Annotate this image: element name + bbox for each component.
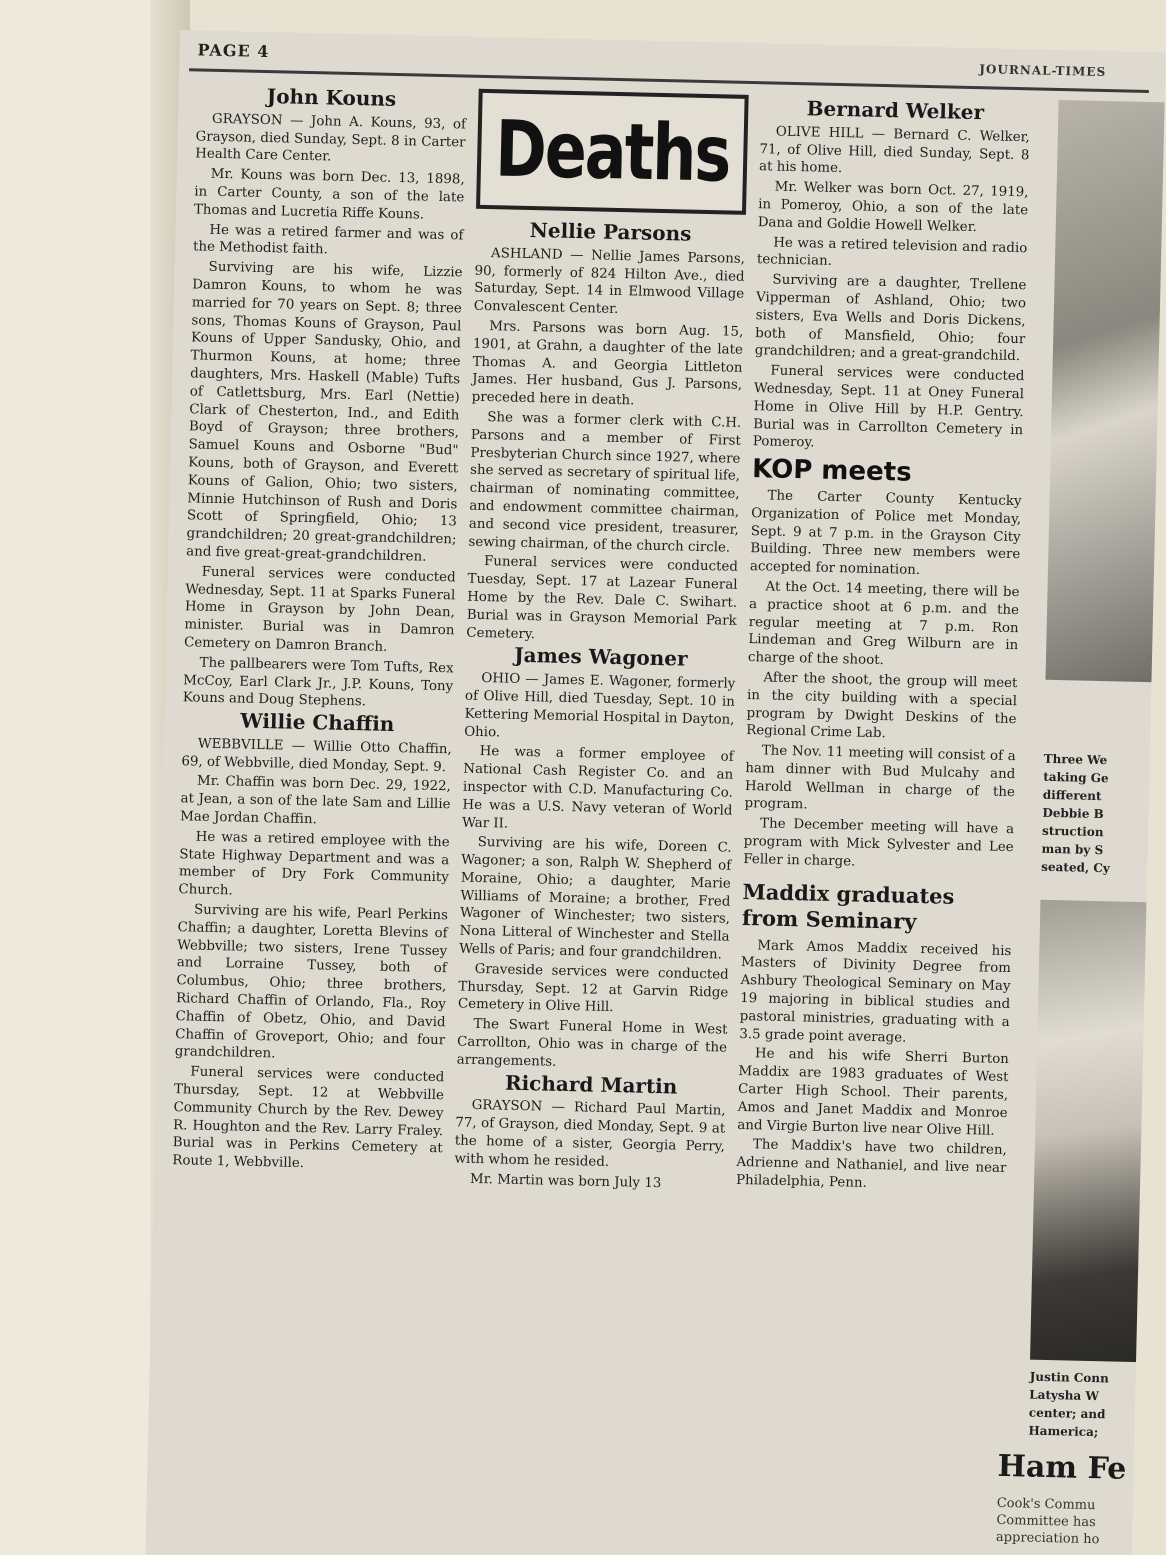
headline-ham-fe: Ham Fe — [997, 1448, 1127, 1487]
headline-richard-martin: Richard Martin — [504, 1070, 678, 1099]
obit-paragraph: Mr. Welker was born Oct. 27, 1919, in Pomeroy, Ohio, a son of the late Dana and Goldie Howell Welker. — [757, 179, 1029, 235]
caption-line: Justin Conn — [1029, 1369, 1109, 1386]
headline-john-kouns: John Kouns — [266, 83, 397, 111]
article-paragraph-ham: Cook's Commu Committee has appreciation ho — [995, 1495, 1100, 1548]
column-2 — [454, 89, 749, 1196]
caption-line: Hamerica; — [1028, 1423, 1099, 1440]
obit-paragraph: Graveside services were conducted Thursday, Sept. 12 at Garvin Ridge Cemetery in Olive Hill. — [457, 961, 729, 1016]
photo-boy — [1030, 900, 1160, 1363]
column-1 — [172, 82, 467, 1178]
article-paragraph: The Maddix's have two children, Adrienne and Nathaniel, and live near Philadelphia, Penn. — [735, 1137, 1007, 1191]
photo-caption-1 — [1041, 750, 1164, 879]
article-paragraph: He and his wife Sherri Burton Maddix are 1983 graduates of West Carter High School. Their parents, Amos and Janet Maddix and Monroe and Virgie Burton live near Olive Hill. — [737, 1046, 1010, 1139]
obit-paragraph: GRAYSON — Richard Paul Martin, 77, of Grayson, died Monday, Sept. 9 at the home of a sister, Georgia Perry, with whom he resided. — [454, 1098, 726, 1170]
deaths-section-title: Deaths — [494, 103, 731, 200]
obit-paragraph: He was a former employee of National Cash Register Co. and an inspector with C.D. Manufacturing Co. He was a U.S. Navy veteran of World War II. — [461, 744, 734, 832]
obit-paragraph: Mr. Chaffin was born Dec. 29, 1922, at Jean, a son of the late Sam and Lillie Mae Jordan Chaffin. — [179, 774, 452, 828]
obit-paragraph: He was a retired television and radio technician. — [756, 235, 1028, 270]
obit-paragraph: The Swart Funeral Home in West Carrollton, Ohio was in charge of the arrangements. — [456, 1017, 728, 1070]
obit-paragraph: Surviving are a daughter, Trellene Vipperman of Ashland, Ohio; two sisters, Eva Wells and Doris Dickens, both of Mansfield, Ohio; four grandchildren; and a great-grandchild. — [754, 272, 1027, 365]
caption-line: Three We — [1043, 751, 1108, 768]
caption-line: Debbie B — [1042, 805, 1104, 822]
photo-top-right — [1045, 100, 1165, 683]
headline-nellie-parsons: Nellie Parsons — [529, 217, 692, 246]
obit-paragraph: Surviving are his wife, Lizzie Damron Kouns, to whom he was married for 70 years on Sept. 8; three sons, Thomas Kouns of Grayson, Paul Kouns of Upper Sandusky, Ohio, and Thurmon Kouns, at home; three daughters, Mrs. Haskell (Mable) Tufts of Catlettsburg, Mrs. Earl (Nettie) Clark of Chesterton, Ind., and Edith Boyd of Grayson; three brothers, Samuel Kouns and Osborne "Bud" Kouns, both of Grayson, and Everett Kouns of Galion, Ohio; two sisters, Minnie Hutchinson of Rush and Doris Scott of Springfield, Ohio; 13 grandchildren; 20 great-grandchildren; and five great-great-grandchildren. — [185, 259, 463, 565]
obit-paragraph: OHIO — James E. Wagoner, formerly of Olive Hill, died Tuesday, Sept. 10 in Kettering Memorial Hospital in Dayton, Ohio. — [463, 671, 736, 740]
article-paragraph: Mark Amos Maddix received his Masters of Divinity Degree from Ashbury Theological Seminary on May 19 majoring in biblical studies and pastoral ministries, graduating with a 3.5 grade point average. — [739, 938, 1012, 1046]
newspaper-page — [145, 30, 1165, 1555]
obit-paragraph: Funeral services were conducted Thursday, Sept. 12 at Webbville Community Church by the Rev. Dewey R. Houghton and the Rev. Larry Fraley. Burial was in Perkins Cemetery at Route 1, Webbville. — [172, 1064, 445, 1172]
obit-paragraph: Funeral services were conducted Wednesday, Sept. 11 at Oney Funeral Home in Olive Hill by H.P. Gentry. Burial was in Carrollton Cemetery in Pomeroy. — [752, 363, 1025, 451]
article-paragraph: The Carter County Kentucky Organization of Police met Monday, Sept. 9 at 7 p.m. in the Grayson City Building. Three new members were accepted for nomination. — [749, 488, 1022, 579]
obit-paragraph: Mrs. Parsons was born Aug. 15, 1901, at Grahn, a daughter of the late Thomas A. and Georgia Littleton James. Her husband, Gus J. Parsons, preceded here in death. — [471, 319, 744, 409]
obit-paragraph: ASHLAND — Nellie James Parsons, 90, formerly of 824 Hilton Ave., died Saturday, Sept. 14 in Elmwood Village Convalescent Center. — [473, 245, 746, 318]
headline-james-wagoner: James Wagoner — [513, 643, 688, 672]
caption-line: struction — [1041, 823, 1104, 840]
caption-line: different — [1042, 787, 1102, 804]
article-paragraph: The December meeting will have a program with Mick Sylvester and Lee Feller in charge. — [743, 816, 1015, 870]
column-3 — [736, 95, 1031, 1198]
caption-line: seated, Cy — [1041, 859, 1111, 876]
article-paragraph: At the Oct. 14 meeting, there will be a practice shoot at 6 p.m. and the regular meeting at 7 p.m. Ron Lindeman and Greg Wilburn are in charge of the shoot. — [747, 579, 1020, 669]
obit-paragraph: Surviving are his wife, Pearl Perkins Chaffin; a daughter, Loretta Blevins of Webbville; two sisters, Irene Tussey and Lorraine Tussey, both of Columbus, Ohio; three brothers, Richard Chaffin of Orlando, Fla., Roy Chaffin of Obetz, Ohio, and David Chaffin of Groveport, Ohio; and four grandchildren. — [174, 902, 449, 1062]
photo-caption-2 — [1028, 1368, 1150, 1443]
obit-paragraph: The pallbearers were Tom Tufts, Rex McCoy, Earl Clark Jr., J.P. Kouns, Tony Kouns and Doug Stephens. — [182, 655, 454, 710]
masthead-name: JOURNAL-TIMES — [979, 62, 1107, 80]
obit-paragraph: Funeral services were conducted Tuesday, Sept. 17 at Lazear Funeral Home by the Rev. Dale C. Swihart. Burial was in Grayson Memorial Park Cemetery. — [466, 554, 739, 642]
headline-kop-meets: KOP meets — [751, 454, 912, 488]
headline-bernard-welker: Bernard Welker — [806, 96, 985, 125]
obit-paragraph: She was a former clerk with C.H. Parsons and a member of First Presbyterian Church since 1927, where she served as secretary of spiritual life, chairman of nominating committee, and endowment committee chairman, and second vice president, treasurer, sewing chairman, of the church circle. — [468, 410, 742, 556]
obit-paragraph: GRAYSON — John A. Kouns, 93, of Grayson, died Sunday, Sept. 8 in Carter Health Care Center. — [195, 111, 467, 165]
article-paragraph: After the shoot, the group will meet in the city building with a special program by Dwight Deskins of the Regional Crime Lab. — [746, 670, 1018, 742]
obit-paragraph: Mr. Kouns was born Dec. 13, 1898, in Carter County, a son of the late Thomas and Lucretia Riffe Kouns. — [193, 166, 465, 223]
article-paragraph: The Nov. 11 meeting will consist of a ham dinner with Bud Mulcahy and Harold Wellman in charge of the program. — [744, 743, 1016, 813]
obit-paragraph: He was a retired employee with the State Highway Department and was a member of Dry Fork Community Church. — [178, 829, 450, 899]
headline-willie-chaffin: Willie Chaffin — [239, 708, 395, 737]
headline-maddix-graduates: Maddix graduates from Seminary — [741, 878, 955, 934]
obit-paragraph: Surviving are his wife, Doreen C. Wagoner; a son, Ralph W. Shepherd of Moraine, Ohio; a daughter, Marie Williams of Moraine; a brother, Fred Wagoner of Winchester; two sisters, Nona Litteral of Winchester and Stella Wells of Paris; and four grandchildren. — [459, 835, 732, 963]
deaths-section-box — [476, 89, 749, 215]
caption-line: center; and — [1028, 1405, 1106, 1422]
obit-paragraph: WEBBVILLE — Willie Otto Chaffin, 69, of Webbville, died Monday, Sept. 9. — [181, 736, 452, 775]
caption-line: taking Ge — [1043, 769, 1109, 786]
obit-paragraph: Mr. Martin was born July 13 — [469, 1171, 662, 1191]
caption-line: man by S — [1041, 841, 1104, 858]
obit-paragraph: OLIVE HILL — Bernard C. Welker, 71, of Olive Hill, died Sunday, Sept. 8 at his home. — [758, 124, 1030, 177]
page-number: PAGE 4 — [197, 40, 270, 62]
obit-paragraph: Funeral services were conducted Wednesday, Sept. 11 at Sparks Funeral Home in Grayson by John Dean, minister. Burial was in Damron Cemetery on Damron Branch. — [183, 564, 456, 655]
caption-line: Latysha W — [1029, 1387, 1100, 1404]
obit-paragraph: He was a retired farmer and was of the Methodist faith. — [192, 222, 464, 258]
